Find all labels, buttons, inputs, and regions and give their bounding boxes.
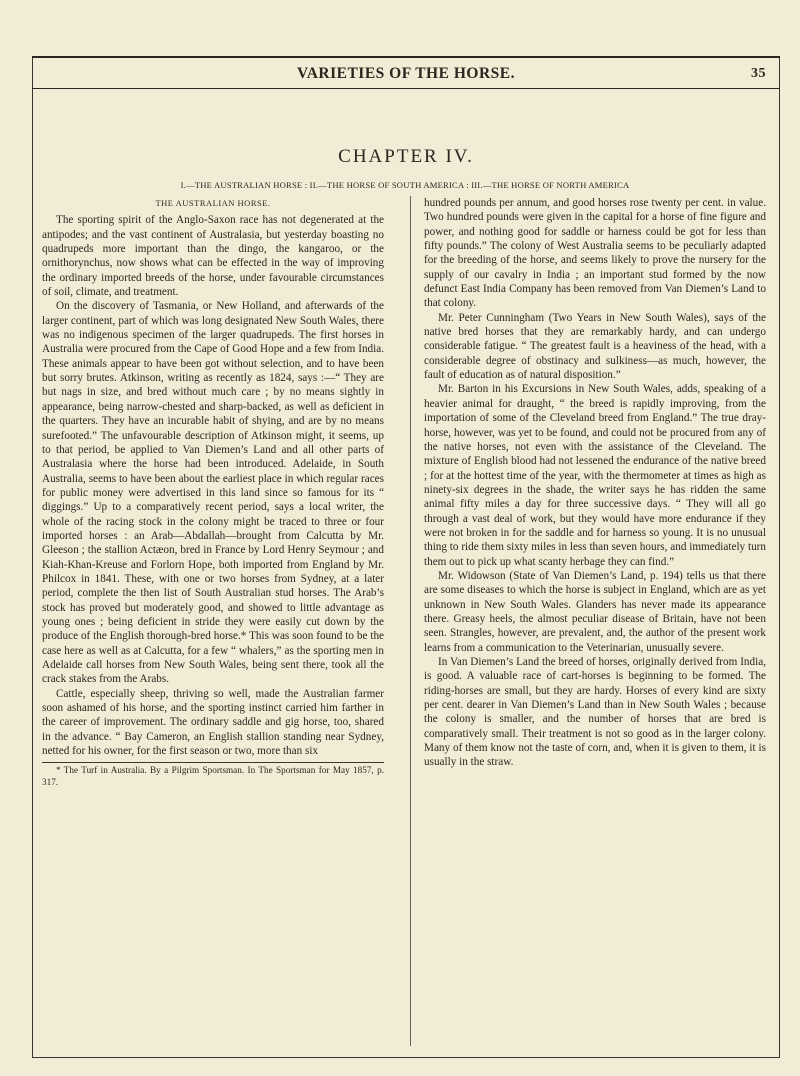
paragraph: hundred pounds per annum, and good horses rose twenty per cent. in value. Two hundred pounds were given in the capital for a horse of fine figure and power, and nothing good for saddle or harness could be got for less than fifty pounds.” The colony of West Australia seems to be peculiarly adapted for the breeding of the horse, and seems likely to prove the nursery for the supply of our cavalry in India ; an important stud formed by the now defunct East India Company has been removed from Van Diemen’s Land to that colony. (424, 197, 766, 310)
column-divider (410, 196, 411, 1046)
section-heading: THE AUSTRALIAN HORSE. (155, 198, 271, 208)
paragraph: Mr. Barton in his Excursions in New South Wales, adds, speaking of a heavier animal for draught, “ the breed is rapidly improving, from the importation of some of the Cleveland breed from England.” The true dray-horse, however, was yet to be found, and could not be procured from any of the native horses, not even with the assistance of the Cleveland. The mixture of English blood had not lessened the endurance of the native breed ; for at the hottest time of the year, with the thermometer at times as high as ninety-six degrees in the shade, the writer says he has ridden the same animal fifty miles a day for three successive days. “ They will all go through a vast deal of work, but they would have more endurance if they were not broken in for the saddle and for harness so young. It is no unusual thing to ride them sixty miles in less than seven hours, and immediately turn them out to pick up what scanty herbage they can find.” (424, 383, 766, 568)
paragraph: In Van Diemen’s Land the breed of horses, originally derived from India, is good. A valuable race of cart-horses is beginning to be formed. The riding-horses are small, but they are hardy. Horses of every kind are sixty per cent. dearer in Van Diemen’s Land than in New South Wales ; because the colony is smaller, and the number of horses that are bred is comparatively small. Their treatment is not so good as in the larger colony. Many of them know not the taste of corn, and, when it is given to them, it is usually in the straw. (424, 656, 766, 769)
chapter-contents: I.—THE AUSTRALIAN HORSE : II.—THE HORSE OF SOUTH AMERICA : III.—THE HORSE OF NORTH AMERICA (180, 180, 630, 190)
footnote-rule (42, 762, 384, 763)
running-title: VARIETIES OF THE HORSE. (297, 65, 515, 82)
paragraph: On the discovery of Tasmania, or New Holland, and afterwards of the larger continent, part of which was long designated New South Wales, there was no indigenous specimen of the larger quadrupeds. The first horses in Australia were procured from the Cape of Good Hope and a few from India. These animals appear to have been got without selection, and to have been but sorry brutes. Atkinson, writing as recently as 1824, says :—“ They are but nags in size, and bred without much care ; by no means sightly in appearance, being narrow-chested and sharp-backed, as well as deficient in the quarters. They have an incurable habit of shying, and are by no means surefooted.” The unfavourable description of Atkinson might, it seems, up to that period, be applied to Van Diemen’s Land and all other parts of Australasia where the horse had been introduced. Adelaide, in South Australia, seems to have been about the earliest place in which regular races for public money were advertised in this land since so famous for its “ diggings.” Up to a comparatively recent period, says a local writer, the whole of the racing stock in the colony might be traced to three or four imported horses : an Arab—Abdallah—brought from Calcutta by Mr. Gleeson ; the stallion Actæon, bred in France by Lord Henry Seymour ; and Kiah-Khan-Kreuse and Forlorn Hope, both imported from England by Mr. Philcox in 1841. These, with one or two horses from Sydney, at a later period, complete the then list of South Australian stud horses. The Arab’s stock has proved but moderately good, and showed to little advantage as young ones ; being deficient in stride they were easily cut down by the produce of the English thorough-bred horse.* This was soon found to be the case here as well as at Calcutta, for a few “ whalers,” as the sporting men in Adelaide call horses from New South Wales, being sent there, took all the crack stakes from the Arabs. (42, 300, 384, 686)
running-head (32, 60, 780, 88)
paragraph: The sporting spirit of the Anglo-Saxon race has not degenerated at the antipodes; and the vast continent of Australasia, but yesterday boasting no quadrupeds more important than the dingo, the kangaroo, or the ornithorynchus, now shows what can be effected in the way of improving the ordinary imported breeds of the horse, under favourable circumstances of soil, climate, and treatment. (42, 214, 384, 299)
page-number: 35 (751, 66, 766, 81)
left-column (42, 196, 384, 788)
paragraph: Mr. Widowson (State of Van Diemen’s Land, p. 194) tells us that there are some diseases to which the horse is subject in England, which are as yet unknown in New South Wales. Glanders has never made its appearance there. Greasy heels, the almost peculiar disease of Britain, have not been seen. Strangles, however, are prevalent, and, the author of the present work learns from a communication to the Veterinarian, unusually severe. (424, 569, 766, 654)
footnote: * The Turf in Australia. By a Pilgrim Sportsman. In The Sportsman for May 1857, p. 317. (42, 765, 384, 787)
right-column (424, 196, 766, 770)
chapter-title: CHAPTER IV. (338, 146, 474, 167)
paragraph: Cattle, especially sheep, thriving so well, made the Australian farmer soon ashamed of his horse, and the sporting instinct carried him farther in the career of improvement. The ordinary saddle and gig horse, too, shared in the advance. “ Bay Cameron, an English stallion standing near Sydney, netted for his owner, for the first season or two, more than six (42, 687, 384, 758)
header-rule-bottom (32, 88, 780, 89)
header-rule-top (32, 56, 780, 58)
paragraph: Mr. Peter Cunningham (Two Years in New South Wales), says of the native bred horses that they are remarkably hardy, and can undergo considerable fatigue. “ The greatest fault is a heaviness of the head, with a considerable degree of obstinacy and sulkiness—as much, however, the fault of education as of natural disposition.” (424, 311, 766, 382)
